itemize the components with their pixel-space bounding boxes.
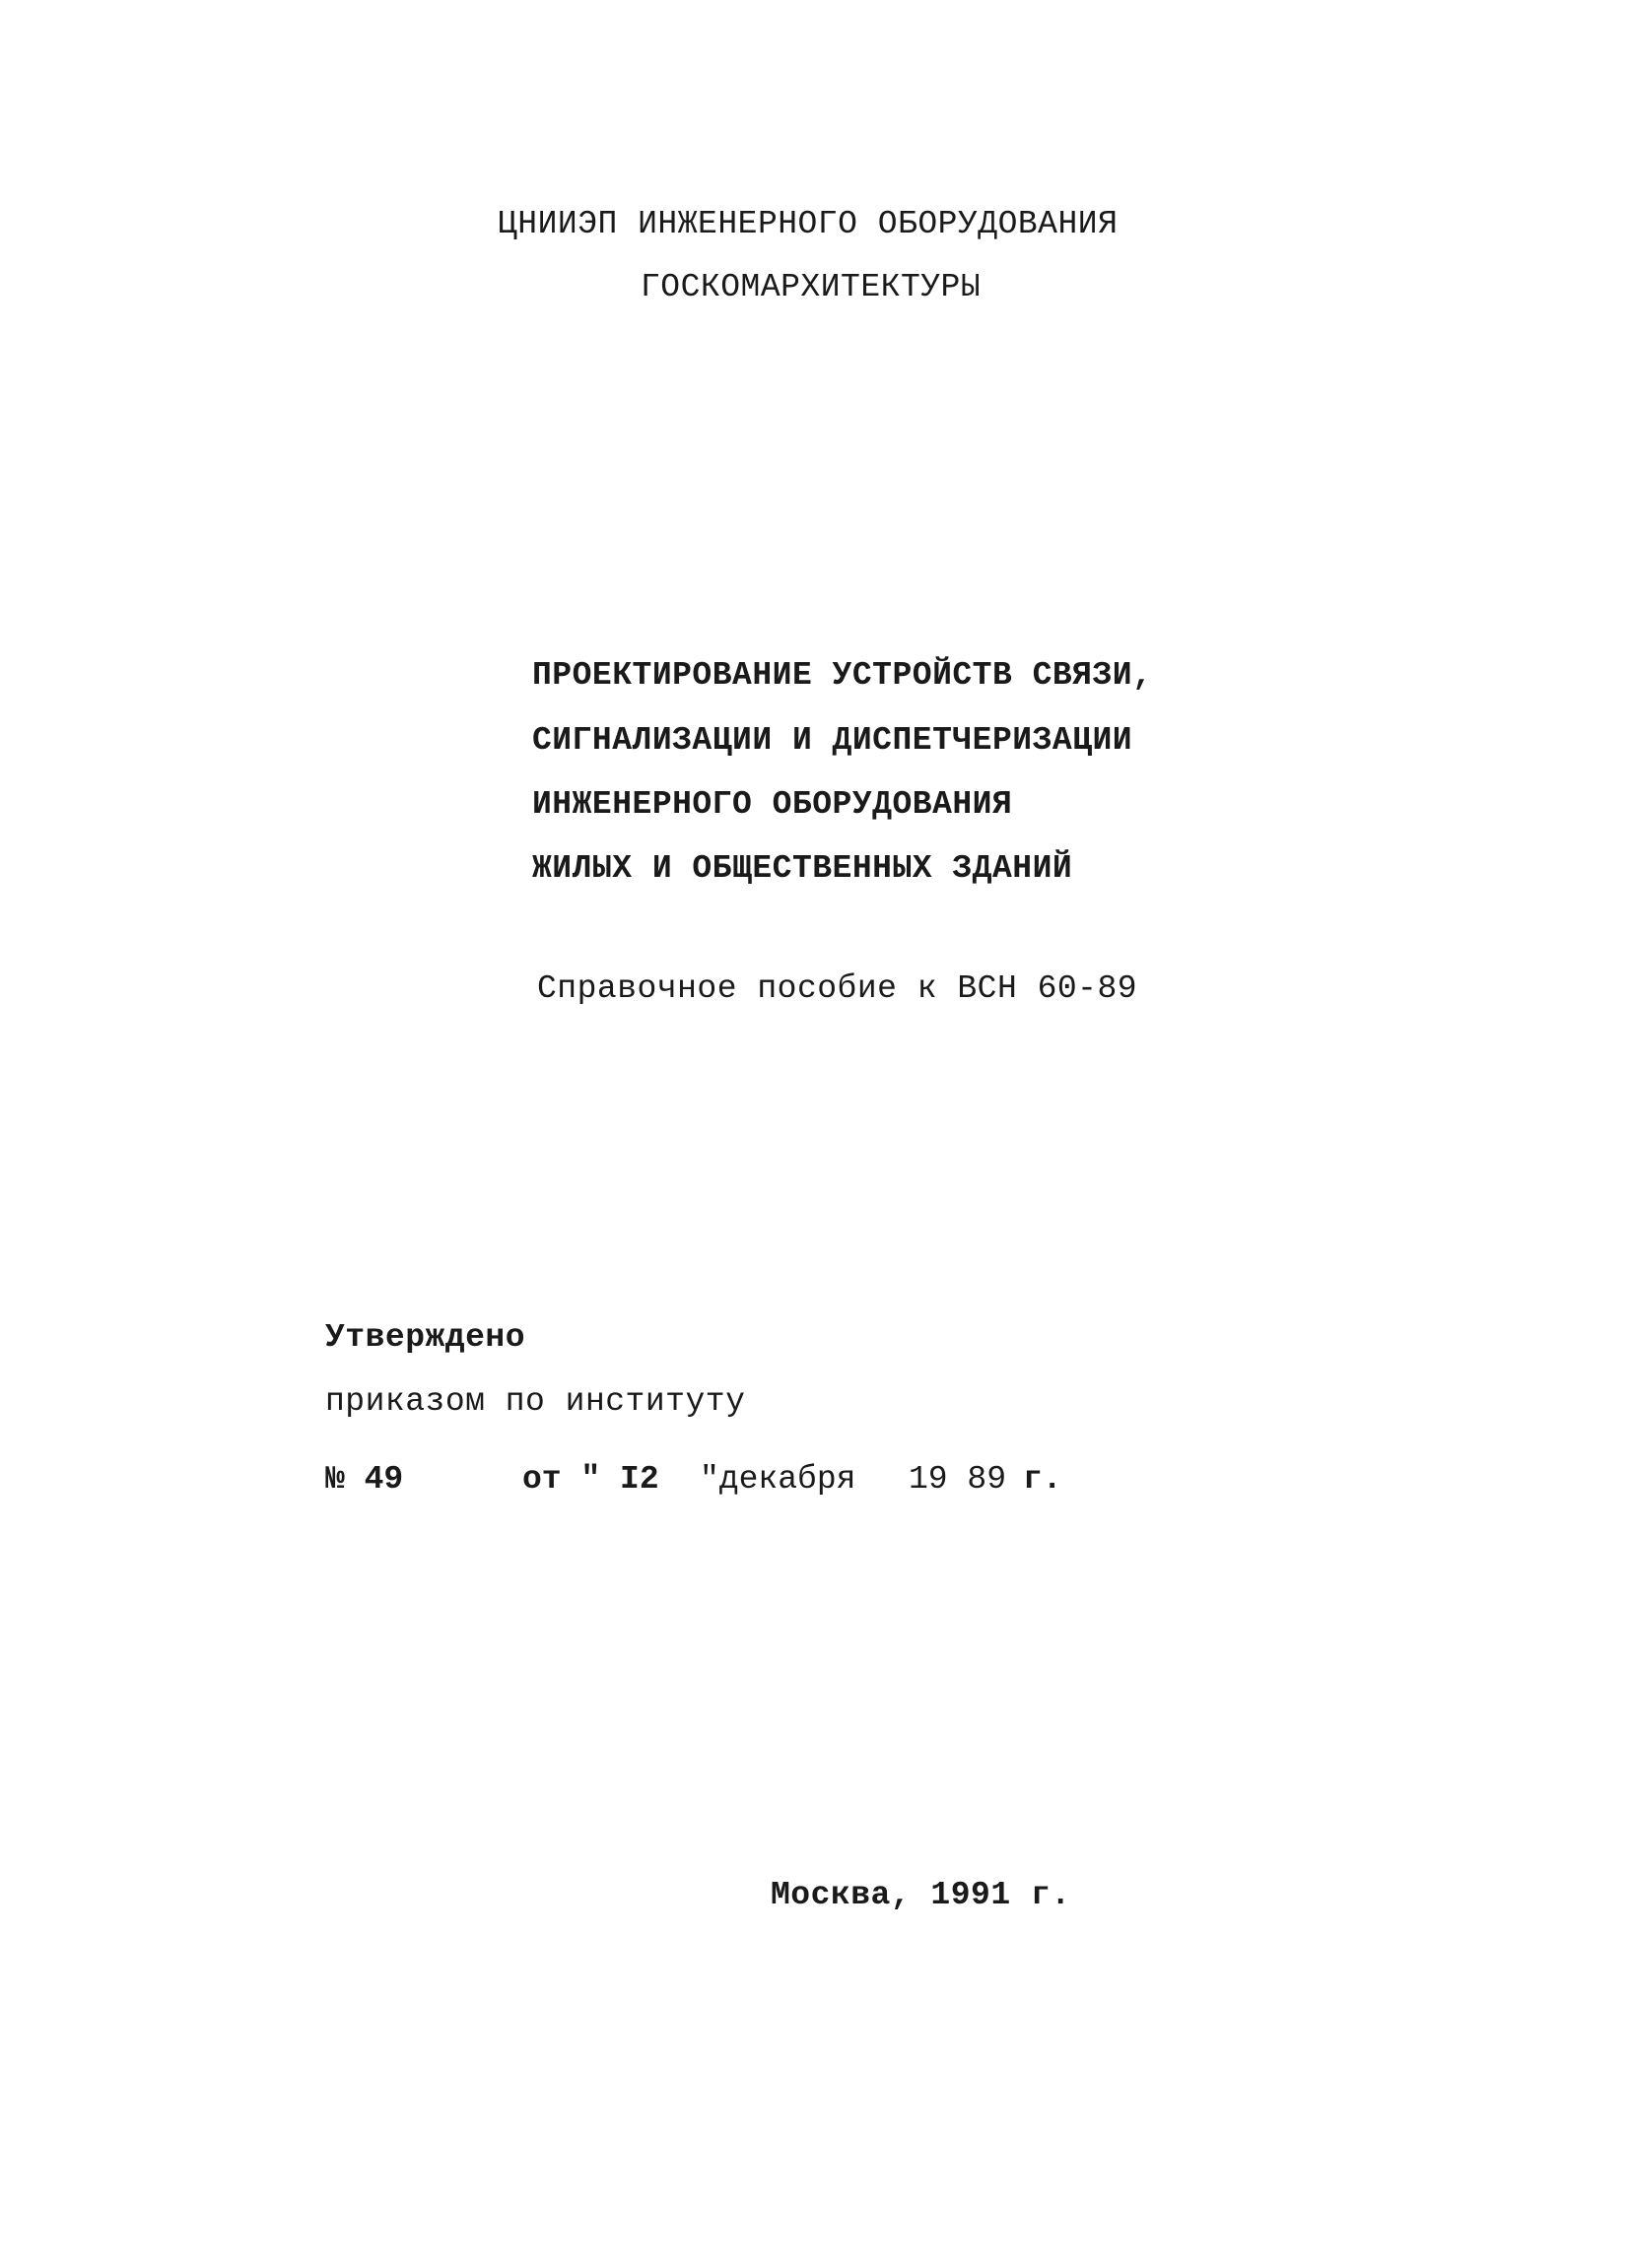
- order-day: от " I2: [522, 1461, 659, 1498]
- title-line-2: СИГНАЛИЗАЦИИ И ДИСПЕТЧЕРИЗАЦИИ: [532, 722, 1133, 759]
- document-subtitle: Справочное пособие к ВСН 60-89: [537, 970, 1138, 1007]
- organization-subname: ГОСКОМАРХИТЕКТУРЫ: [641, 269, 982, 305]
- order-year: 19 89: [909, 1461, 1007, 1498]
- approval-order: приказом по институту: [325, 1383, 746, 1420]
- order-month: "декабря: [700, 1461, 856, 1498]
- title-line-1: ПРОЕКТИРОВАНИЕ УСТРОЙСТВ СВЯЗИ,: [532, 657, 1153, 694]
- approval-label: Утверждено: [325, 1319, 526, 1356]
- title-line-3: ИНЖЕНЕРНОГО ОБОРУДОВАНИЯ: [532, 786, 1013, 823]
- organization-name: ЦНИИЭП ИНЖЕНЕРНОГО ОБОРУДОВАНИЯ: [498, 206, 1119, 242]
- order-year-suffix: г.: [1023, 1461, 1062, 1498]
- publication-place-date: Москва, 1991 г.: [771, 1877, 1071, 1913]
- order-number: № 49: [325, 1461, 404, 1498]
- title-line-4: ЖИЛЫХ И ОБЩЕСТВЕННЫХ ЗДАНИЙ: [532, 850, 1073, 887]
- approval-details: [325, 1458, 1114, 1501]
